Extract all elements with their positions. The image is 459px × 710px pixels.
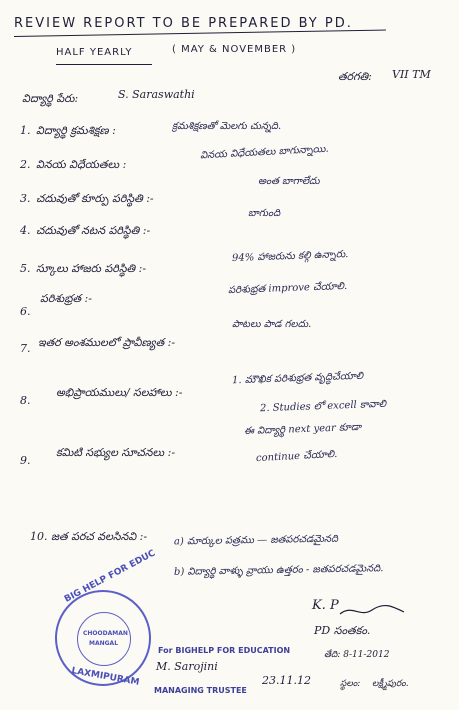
stamp-inner-ring [77, 612, 131, 666]
item-5-label: స్కూలు హాజరు పరిస్థితి :- [36, 262, 147, 275]
item-6-label: పరిశుభ్రత :- [40, 292, 92, 305]
item-1-label: విద్యార్థి క్రమశిక్షణ : [36, 124, 116, 137]
item-8-label: అభిప్రాయములు/ సలహాలు :- [56, 386, 183, 399]
class-label: తరగతి: [338, 70, 372, 83]
signature-place-label: స్థలం: [340, 679, 361, 689]
item-1-answer: క్రమశిక్షణతో మెలగు చున్నది. [172, 121, 282, 132]
item-2-answer: వినయ విధేయతలు బాగున్నాయి. [199, 143, 329, 162]
stamp-mid-text-2: MANGAL [89, 640, 119, 647]
item-2-number: 2. [20, 158, 31, 171]
item-7-label: ఇతర అంశములలో ప్రావీణ్యత :- [38, 336, 176, 349]
student-name-label: విద్యార్థి పేరు: [22, 92, 79, 105]
item-5-number: 5. [20, 262, 31, 275]
item-9-label: కమిటి సభ్యుల సూచనలు :- [56, 446, 176, 459]
item-6-answer: పరిశుభ్రత improve చేయాలి. [227, 280, 348, 297]
item-3-number: 3. [20, 192, 31, 205]
trust-for-label: For BIGHELP FOR EDUCATION [158, 646, 291, 655]
item-7-number: 7. [20, 342, 31, 355]
trust-date: 23.11.12 [262, 674, 311, 687]
trust-signer: M. Sarojini [156, 660, 218, 673]
organization-stamp [55, 548, 158, 688]
pd-signature-label: PD సంతకం. [314, 624, 371, 637]
pd-signature-stroke [338, 602, 406, 620]
item-4-number: 4. [20, 224, 31, 237]
item-10-a: a) మార్కుల పత్రము — జతపరచడమైనది [173, 533, 339, 548]
item-10-label: 10. జత పరచ వలసినవి :- [30, 530, 148, 543]
item-9-number: 9. [20, 454, 31, 467]
item-7-answer: పాటలు పాడ గలదు. [232, 319, 312, 330]
item-5-answer: 94% హాజరును కల్గి ఉన్నారు. [231, 248, 349, 265]
subtitle-underline [56, 64, 152, 65]
item-4-label: చదువుతో నటన పరిస్థితి :- [36, 224, 151, 237]
student-name: S. Saraswathi [118, 88, 195, 101]
pd-signature: K. P [312, 598, 339, 613]
item-9-answer-1: ఈ విద్యార్థి next year కూడా [243, 421, 362, 438]
item-10-b: b) విద్యార్థి వాళ్ళు వ్రాయు ఉత్తరం - జతపరచడమైనది. [173, 563, 384, 578]
item-3-answer: అంత బాగాలేదు [258, 176, 320, 187]
item-3-label: చదువుతో కూర్పు పరిస్థితి :- [36, 192, 154, 205]
report-title: REVIEW REPORT TO BE PREPARED BY PD. [14, 16, 353, 31]
signature-date: తేది: 8-11-2012 [324, 650, 390, 660]
stamp-bottom-text: LAXMIPURAM [70, 666, 141, 688]
stamp-mid-text-1: CHOODAMAN [83, 630, 128, 637]
item-6-number: 6. [20, 305, 31, 318]
trust-role: MANAGING TRUSTEE [154, 686, 247, 695]
class-value: VII TM [392, 68, 431, 81]
item-9-answer-2: continue చేయాలి. [255, 448, 338, 465]
item-4-answer: బాగుంది [248, 208, 281, 219]
report-period: ( MAY & NOVEMBER ) [172, 44, 297, 55]
item-8-answer-1: 1. మౌఖిక పరిశుభ్రత వృద్ధిచేయాలి [231, 370, 364, 387]
item-8-answer-2: 2. Studies లో excell కావాలి [259, 398, 387, 415]
item-8-number: 8. [20, 394, 31, 407]
item-1-number: 1. [20, 124, 31, 137]
report-subtitle: HALF YEARLY [56, 47, 133, 58]
signature-place: లక్ష్మీపురం. [372, 679, 409, 689]
item-2-label: వినయ విధేయతలు : [36, 158, 127, 171]
stamp-top-text: BIG HELP FOR EDUC [63, 548, 158, 605]
